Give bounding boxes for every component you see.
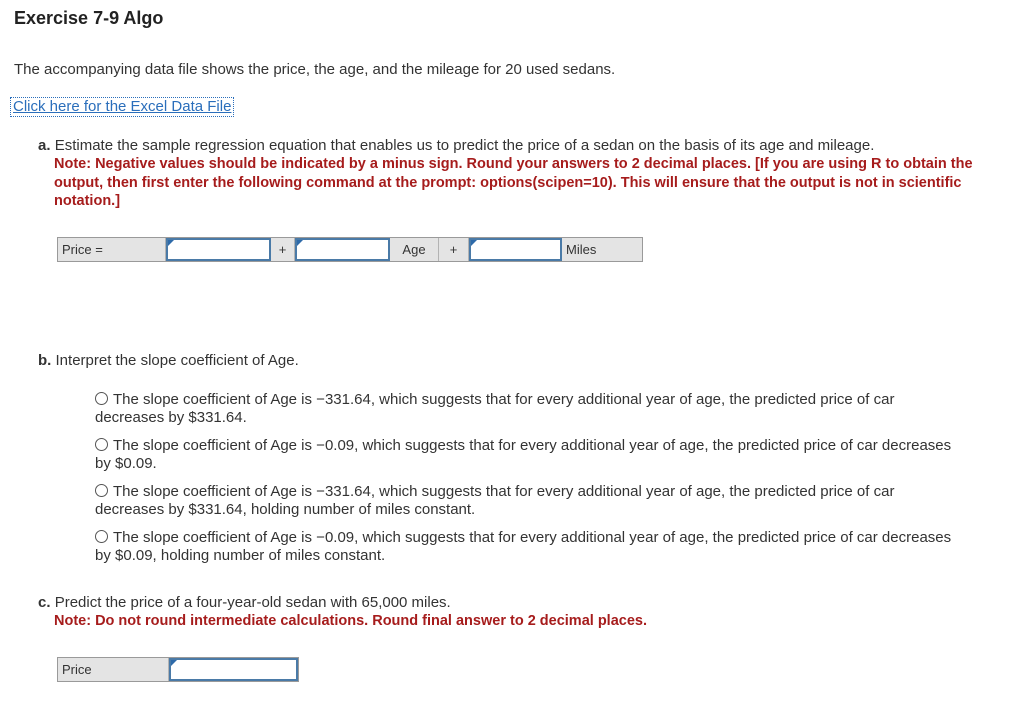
plus-sign-1: + [271, 238, 295, 261]
price-input[interactable] [171, 660, 296, 679]
price-label: Price [58, 658, 169, 681]
intercept-input[interactable] [168, 240, 269, 259]
part-a-question [38, 137, 874, 155]
part-c-note: Note: Do not round intermediate calculations. Round final answer to 2 decimal places. [54, 613, 647, 629]
age-label: Age [390, 238, 439, 261]
plus-sign-2: + [439, 238, 469, 261]
part-b-label: b. [38, 352, 52, 369]
regression-equation-table [57, 237, 643, 262]
age-coefficient-input[interactable] [297, 240, 388, 259]
option-1[interactable] [95, 391, 965, 427]
part-a-label: a. [38, 137, 51, 154]
intercept-input-cell[interactable] [166, 238, 271, 261]
option-2[interactable] [95, 437, 965, 473]
part-b-options [95, 391, 965, 575]
option-2-text: The slope coefficient of Age is −0.09, which suggests that for every additional year of age, the predicted price of car decreases by $0.09. [95, 437, 952, 472]
part-c-label: c. [38, 594, 51, 611]
radio-button-icon[interactable] [95, 438, 108, 451]
page-title: Exercise 7-9 Algo [14, 8, 164, 28]
excel-data-link[interactable]: Click here for the Excel Data File [10, 97, 234, 117]
option-4[interactable] [95, 529, 965, 565]
age-coefficient-input-cell[interactable] [295, 238, 390, 261]
miles-coefficient-input-cell[interactable] [469, 238, 562, 261]
part-b-text: Interpret the slope coefficient of Age. [55, 352, 299, 369]
part-c-question [38, 594, 451, 612]
option-1-text: The slope coefficient of Age is −331.64, which suggests that for every additional year of age, the predicted price of car decreases by $331.64. [95, 391, 895, 426]
part-a-text: Estimate the sample regression equation that enables us to predict the price of a sedan on the basis of its age and mileage. [54, 137, 875, 154]
part-c-text: Predict the price of a four-year-old sedan with 65,000 miles. [54, 594, 451, 611]
miles-coefficient-input[interactable] [471, 240, 560, 259]
radio-button-icon[interactable] [95, 392, 108, 405]
intro-text: The accompanying data file shows the price, the age, and the mileage for 20 used sedans. [14, 61, 616, 78]
part-b-question [38, 352, 299, 370]
price-equals-label: Price = [58, 238, 166, 261]
part-a-note: Note: Negative values should be indicated by a minus sign. Round your answers to 2 decimal places. [If you are using R to obtain the output, then first enter the following command at the prompt: options(scipen=10). This will ensure that the output is not in scientific notation.] [54, 156, 973, 209]
radio-button-icon[interactable] [95, 484, 108, 497]
radio-button-icon[interactable] [95, 530, 108, 543]
miles-label: Miles [566, 242, 597, 257]
price-input-cell[interactable] [169, 658, 298, 681]
option-3-text: The slope coefficient of Age is −331.64, which suggests that for every additional year of age, the predicted price of car decreases by $331.64, holding number of miles constant. [95, 483, 895, 518]
option-4-text: The slope coefficient of Age is −0.09, which suggests that for every additional year of age, the predicted price of car decreases by $0.09, holding number of miles constant. [95, 529, 952, 564]
option-3[interactable] [95, 483, 965, 519]
price-prediction-table [57, 657, 299, 682]
